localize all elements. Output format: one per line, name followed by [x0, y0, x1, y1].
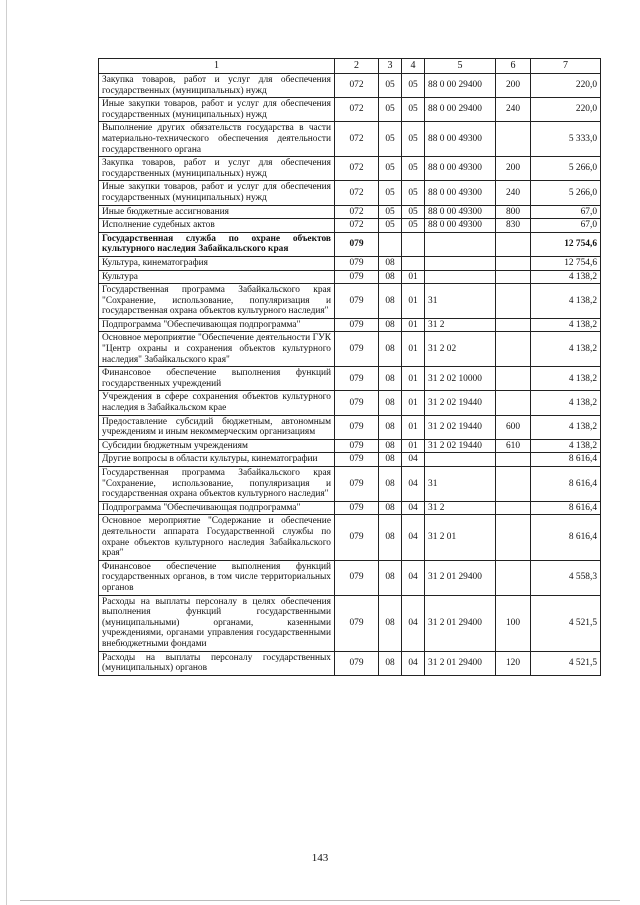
table-row	[99, 595, 601, 651]
row-ministry-code: 079	[335, 560, 379, 595]
row-subsection-code	[402, 232, 425, 256]
row-name: Закупка товаров, работ и услуг для обеспечения государственных (муниципальных) нужд	[99, 157, 335, 181]
row-name: Основное мероприятие "Обеспечение деятельности ГУК "Центр охраны и сохранения объектов культурного наследия" Забайкальского края"	[99, 332, 335, 367]
row-section-code: 05	[379, 98, 402, 122]
header-col-6: 6	[496, 59, 531, 74]
row-amount: 8 616,4	[531, 501, 601, 515]
row-section-code: 08	[379, 595, 402, 651]
row-name: Иные закупки товаров, работ и услуг для обеспечения государственных (муниципальных) нужд	[99, 98, 335, 122]
row-target-code: 88 0 00 29400	[425, 74, 496, 98]
row-section-code: 08	[379, 318, 402, 332]
row-expense-type: 610	[496, 439, 531, 453]
row-subsection-code: 01	[402, 270, 425, 284]
row-ministry-code: 079	[335, 415, 379, 439]
row-section-code: 08	[379, 515, 402, 560]
row-ministry-code: 072	[335, 98, 379, 122]
row-amount: 4 521,5	[531, 651, 601, 675]
row-name: Подпрограмма "Обеспечивающая подпрограмма"	[99, 318, 335, 332]
row-name: Основное мероприятие "Содержание и обеспечение деятельности аппарата Государственной службы по охране объектов культурного наследия Забайкальского края"	[99, 515, 335, 560]
row-section-code: 08	[379, 501, 402, 515]
row-subsection-code: 04	[402, 595, 425, 651]
table-body	[99, 74, 601, 676]
row-section-code: 05	[379, 219, 402, 233]
row-expense-type: 200	[496, 74, 531, 98]
row-section-code: 08	[379, 332, 402, 367]
row-ministry-code: 079	[335, 515, 379, 560]
row-target-code: 88 0 00 49300	[425, 122, 496, 157]
row-target-code: 88 0 00 49300	[425, 157, 496, 181]
row-section-code: 08	[379, 284, 402, 319]
table-row	[99, 560, 601, 595]
row-amount: 4 138,2	[531, 391, 601, 415]
row-amount: 12 754,6	[531, 256, 601, 270]
row-section-code: 08	[379, 467, 402, 502]
table-row	[99, 157, 601, 181]
row-expense-type: 830	[496, 219, 531, 233]
row-target-code: 31 2 02 19440	[425, 439, 496, 453]
row-expense-type	[496, 122, 531, 157]
table-row	[99, 205, 601, 219]
row-target-code: 31 2 02	[425, 332, 496, 367]
row-expense-type	[496, 318, 531, 332]
row-target-code	[425, 270, 496, 284]
row-section-code: 05	[379, 157, 402, 181]
row-section-code	[379, 232, 402, 256]
row-subsection-code: 05	[402, 219, 425, 233]
table-row	[99, 270, 601, 284]
row-section-code: 08	[379, 415, 402, 439]
row-subsection-code: 01	[402, 391, 425, 415]
table-row	[99, 122, 601, 157]
row-expense-type	[496, 232, 531, 256]
row-ministry-code: 079	[335, 439, 379, 453]
row-expense-type	[496, 332, 531, 367]
row-subsection-code: 04	[402, 467, 425, 502]
row-target-code: 31 2	[425, 318, 496, 332]
row-name: Субсидии бюджетным учреждениям	[99, 439, 335, 453]
table-row	[99, 181, 601, 205]
row-subsection-code: 04	[402, 651, 425, 675]
row-amount: 4 138,2	[531, 367, 601, 391]
table-row	[99, 219, 601, 233]
row-amount: 4 558,3	[531, 560, 601, 595]
row-expense-type	[496, 270, 531, 284]
table-row	[99, 367, 601, 391]
footer-divider	[20, 900, 620, 901]
row-expense-type: 200	[496, 157, 531, 181]
row-expense-type: 800	[496, 205, 531, 219]
row-subsection-code: 05	[402, 74, 425, 98]
header-col-7: 7	[531, 59, 601, 74]
row-subsection-code: 05	[402, 181, 425, 205]
row-target-code: 31 2 01	[425, 515, 496, 560]
row-target-code: 88 0 00 29400	[425, 98, 496, 122]
row-target-code: 31	[425, 467, 496, 502]
row-ministry-code: 072	[335, 205, 379, 219]
row-subsection-code	[402, 256, 425, 270]
header-col-3: 3	[379, 59, 402, 74]
row-name: Подпрограмма "Обеспечивающая подпрограмма"	[99, 501, 335, 515]
row-expense-type	[496, 453, 531, 467]
row-expense-type	[496, 284, 531, 319]
row-ministry-code: 072	[335, 219, 379, 233]
row-name: Выполнение других обязательств государства в части материально-технического обеспечения деятельности государственного органа	[99, 122, 335, 157]
row-subsection-code: 01	[402, 415, 425, 439]
row-name: Культура	[99, 270, 335, 284]
header-col-2: 2	[335, 59, 379, 74]
row-name: Учреждения в сфере сохранения объектов культурного наследия в Забайкальском крае	[99, 391, 335, 415]
row-ministry-code: 079	[335, 270, 379, 284]
row-amount: 4 138,2	[531, 318, 601, 332]
table-header-row	[99, 59, 601, 74]
row-name: Финансовое обеспечение выполнения функций государственных учреждений	[99, 367, 335, 391]
row-subsection-code: 01	[402, 439, 425, 453]
row-ministry-code: 079	[335, 367, 379, 391]
row-section-code: 08	[379, 651, 402, 675]
row-section-code: 08	[379, 560, 402, 595]
row-amount: 5 266,0	[531, 181, 601, 205]
row-target-code: 31 2 02 19440	[425, 415, 496, 439]
row-section-code: 05	[379, 74, 402, 98]
row-section-code: 08	[379, 367, 402, 391]
row-ministry-code: 079	[335, 232, 379, 256]
row-amount: 4 138,2	[531, 332, 601, 367]
row-amount: 8 616,4	[531, 467, 601, 502]
row-section-code: 08	[379, 256, 402, 270]
row-ministry-code: 079	[335, 318, 379, 332]
row-target-code	[425, 256, 496, 270]
table-row	[99, 453, 601, 467]
row-amount: 220,0	[531, 98, 601, 122]
row-ministry-code: 079	[335, 501, 379, 515]
row-ministry-code: 079	[335, 467, 379, 502]
row-section-code: 08	[379, 391, 402, 415]
row-subsection-code: 04	[402, 453, 425, 467]
row-ministry-code: 079	[335, 256, 379, 270]
row-amount: 220,0	[531, 74, 601, 98]
header-col-5: 5	[425, 59, 496, 74]
row-name: Расходы на выплаты персоналу государственных (муниципальных) органов	[99, 651, 335, 675]
row-subsection-code: 05	[402, 157, 425, 181]
row-subsection-code: 04	[402, 501, 425, 515]
row-name: Расходы на выплаты персоналу в целях обеспечения выполнения функций государственными (муниципальными) органами, казенными учреждениями, органами управления государственными внебюджетными фондами	[99, 595, 335, 651]
row-section-code: 05	[379, 181, 402, 205]
row-expense-type: 120	[496, 651, 531, 675]
header-col-1: 1	[99, 59, 335, 74]
row-name: Закупка товаров, работ и услуг для обеспечения государственных (муниципальных) нужд	[99, 74, 335, 98]
table-row	[99, 415, 601, 439]
table-row	[99, 284, 601, 319]
row-target-code: 31 2 01 29400	[425, 595, 496, 651]
row-amount: 4 138,2	[531, 415, 601, 439]
table-row	[99, 439, 601, 453]
row-subsection-code: 04	[402, 515, 425, 560]
row-expense-type	[496, 501, 531, 515]
row-ministry-code: 079	[335, 332, 379, 367]
row-section-code: 08	[379, 270, 402, 284]
table-row	[99, 318, 601, 332]
row-target-code: 31 2 02 10000	[425, 367, 496, 391]
row-amount: 8 616,4	[531, 515, 601, 560]
row-ministry-code: 072	[335, 181, 379, 205]
scan-edge-line	[6, 0, 7, 905]
row-amount: 5 333,0	[531, 122, 601, 157]
row-ministry-code: 079	[335, 391, 379, 415]
table-row	[99, 467, 601, 502]
row-subsection-code: 01	[402, 284, 425, 319]
row-ministry-code: 072	[335, 122, 379, 157]
row-amount: 5 266,0	[531, 157, 601, 181]
row-subsection-code: 01	[402, 332, 425, 367]
row-expense-type	[496, 467, 531, 502]
row-ministry-code: 072	[335, 74, 379, 98]
row-amount: 8 616,4	[531, 453, 601, 467]
row-section-code: 08	[379, 453, 402, 467]
row-expense-type	[496, 515, 531, 560]
row-section-code: 05	[379, 122, 402, 157]
row-amount: 67,0	[531, 219, 601, 233]
row-amount: 4 138,2	[531, 439, 601, 453]
row-amount: 4 521,5	[531, 595, 601, 651]
row-subsection-code: 01	[402, 318, 425, 332]
table-row	[99, 515, 601, 560]
row-name: Культура, кинематография	[99, 256, 335, 270]
table-row	[99, 74, 601, 98]
page-number: 143	[311, 852, 329, 864]
budget-table	[98, 58, 601, 676]
row-section-code: 08	[379, 439, 402, 453]
table-row	[99, 232, 601, 256]
table-row	[99, 391, 601, 415]
row-ministry-code: 079	[335, 284, 379, 319]
row-ministry-code: 072	[335, 157, 379, 181]
row-ministry-code: 079	[335, 651, 379, 675]
row-ministry-code: 079	[335, 595, 379, 651]
table-row	[99, 332, 601, 367]
row-target-code	[425, 453, 496, 467]
row-subsection-code: 04	[402, 560, 425, 595]
row-name: Финансовое обеспечение выполнения функций государственных органов, в том числе территориальных органов	[99, 560, 335, 595]
row-expense-type: 240	[496, 181, 531, 205]
row-expense-type	[496, 560, 531, 595]
row-target-code: 31 2 02 19440	[425, 391, 496, 415]
row-amount: 4 138,2	[531, 284, 601, 319]
row-expense-type: 100	[496, 595, 531, 651]
row-expense-type	[496, 367, 531, 391]
row-subsection-code: 05	[402, 98, 425, 122]
row-expense-type	[496, 391, 531, 415]
row-amount: 4 138,2	[531, 270, 601, 284]
row-target-code: 31 2 01 29400	[425, 560, 496, 595]
row-target-code: 31 2	[425, 501, 496, 515]
row-name: Государственная программа Забайкальского края "Сохранение, использование, популяризация и государственная охрана объектов культурного наследия"	[99, 284, 335, 319]
row-expense-type: 600	[496, 415, 531, 439]
row-target-code: 88 0 00 49300	[425, 181, 496, 205]
row-ministry-code: 079	[335, 453, 379, 467]
row-subsection-code: 05	[402, 205, 425, 219]
row-amount: 67,0	[531, 205, 601, 219]
row-expense-type	[496, 256, 531, 270]
table-row	[99, 651, 601, 675]
row-section-code: 05	[379, 205, 402, 219]
row-target-code	[425, 232, 496, 256]
row-target-code: 31	[425, 284, 496, 319]
row-name: Исполнение судебных актов	[99, 219, 335, 233]
table-row	[99, 501, 601, 515]
row-target-code: 88 0 00 49300	[425, 219, 496, 233]
table-row	[99, 98, 601, 122]
row-target-code: 31 2 01 29400	[425, 651, 496, 675]
row-expense-type: 240	[496, 98, 531, 122]
row-amount: 12 754,6	[531, 232, 601, 256]
row-subsection-code: 01	[402, 367, 425, 391]
row-target-code: 88 0 00 49300	[425, 205, 496, 219]
row-subsection-code: 05	[402, 122, 425, 157]
row-name: Государственная программа Забайкальского края "Сохранение, использование, популяризация и государственная охрана объектов культурного наследия"	[99, 467, 335, 502]
table-row	[99, 256, 601, 270]
row-name: Государственная служба по охране объектов культурного наследия Забайкальского края	[99, 232, 335, 256]
row-name: Предоставление субсидий бюджетным, автономным учреждениям и иным некоммерческим организациям	[99, 415, 335, 439]
header-col-4: 4	[402, 59, 425, 74]
row-name: Иные бюджетные ассигнования	[99, 205, 335, 219]
row-name: Иные закупки товаров, работ и услуг для обеспечения государственных (муниципальных) нужд	[99, 181, 335, 205]
row-name: Другие вопросы в области культуры, кинематографии	[99, 453, 335, 467]
